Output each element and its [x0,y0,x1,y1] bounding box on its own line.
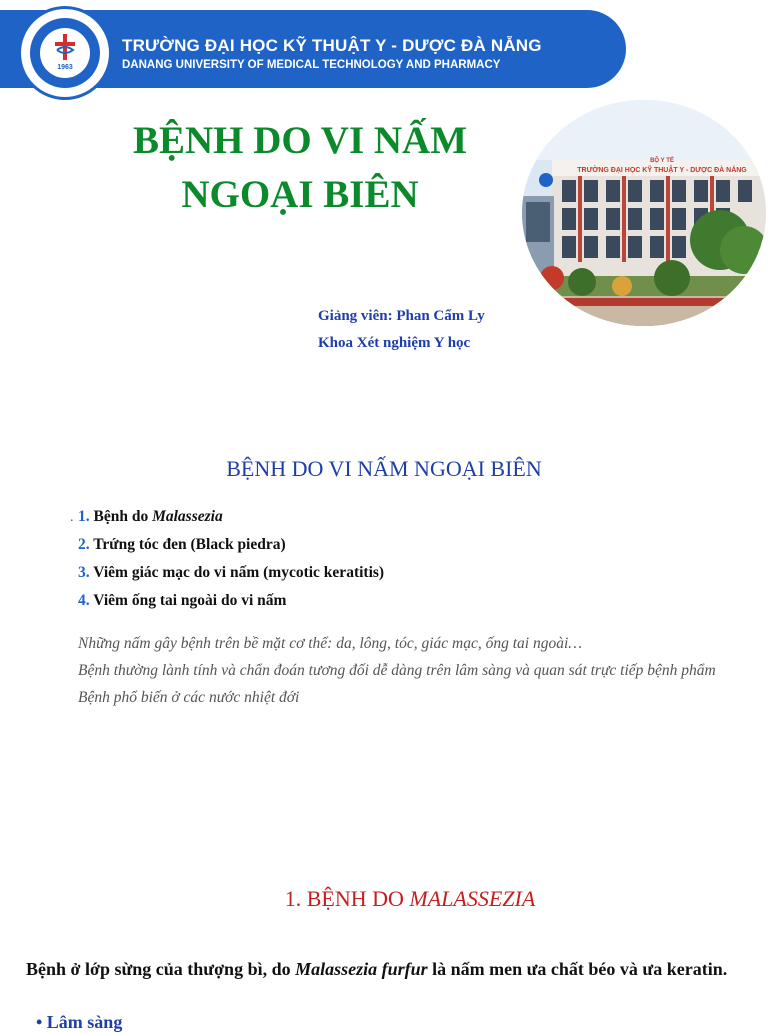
lecturer-name: Giảng viên: Phan Cẩm Ly [318,308,485,324]
page-title-line-2: NGOẠI BIÊN [181,173,419,216]
description-block [78,633,768,714]
logo-center [40,28,90,78]
list-item-text: Viêm giác mạc do vi nấm (mycotic keratitis) [93,564,385,581]
cutoff-heading: • Lâm sàng [36,1012,123,1032]
university-logo [18,6,112,100]
section-title-overview: BỆNH DO VI NẤM NGOẠI BIÊN [226,456,542,481]
list-item [78,564,384,592]
page-title-line-1: BỆNH DO VI NẤM [132,119,468,162]
university-name-vi: TRƯỜNG ĐẠI HỌC KỸ THUẬT Y - DƯỢC ĐÀ NẴNG [122,36,542,55]
list-item-number: 3. [78,564,90,581]
photo-sign-main: TRƯỜNG ĐẠI HỌC KỸ THUẬT Y - DƯỢC ĐÀ NẴNG [577,167,747,174]
page-title [80,114,520,222]
photo-sign-top: BỘ Y TẾ [650,158,674,164]
campus-building-image [522,100,766,326]
campus-photo [522,100,766,326]
malassezia-description [26,956,750,983]
list-item [78,592,384,620]
disease-list [78,508,384,620]
section-title-italic: MALASSEZIA [409,886,536,911]
list-item-text: Trứng tóc đen (Black piedra) [93,536,286,553]
logo-ring [30,18,100,88]
body-text-prefix: Bệnh ở lớp sừng của thượng bì, do [26,959,296,979]
faculty-name: Khoa Xét nghiệm Y học [318,335,471,351]
description-line: Bệnh thường lành tính và chẩn đoán tương đối dễ dàng trên lâm sàng và quan sát trực tiếp bệnh phẩm [78,662,716,679]
list-item [78,536,384,564]
description-line: Những nấm gây bệnh trên bề mặt cơ thể: da, lông, tóc, giác mạc, ống tai ngoài… [78,635,583,652]
list-item [78,508,384,536]
body-text-italic: Malassezia furfur [295,959,428,979]
body-text-suffix: là nấm men ưa chất béo và ưa keratin. [427,959,728,979]
description-line: Bệnh phổ biến ở các nước nhiệt đới [78,689,300,706]
section-title-malassezia [0,886,768,912]
list-item-number: 1. [78,508,90,525]
list-marker-dot: . [70,510,74,525]
section-title-prefix: 1. BỆNH DO [284,886,410,911]
list-item-number: 4. [78,592,90,609]
list-item-text: Viêm ống tai ngoài do vi nấm [93,592,287,609]
list-item-text: Bệnh do [93,508,153,525]
list-item-number: 2. [78,536,90,553]
list-item-italic: Malassezia [152,508,223,525]
logo-year: 1963 [57,64,73,71]
university-name-en: DANANG UNIVERSITY OF MEDICAL TECHNOLOGY AND PHARMACY [122,59,501,71]
